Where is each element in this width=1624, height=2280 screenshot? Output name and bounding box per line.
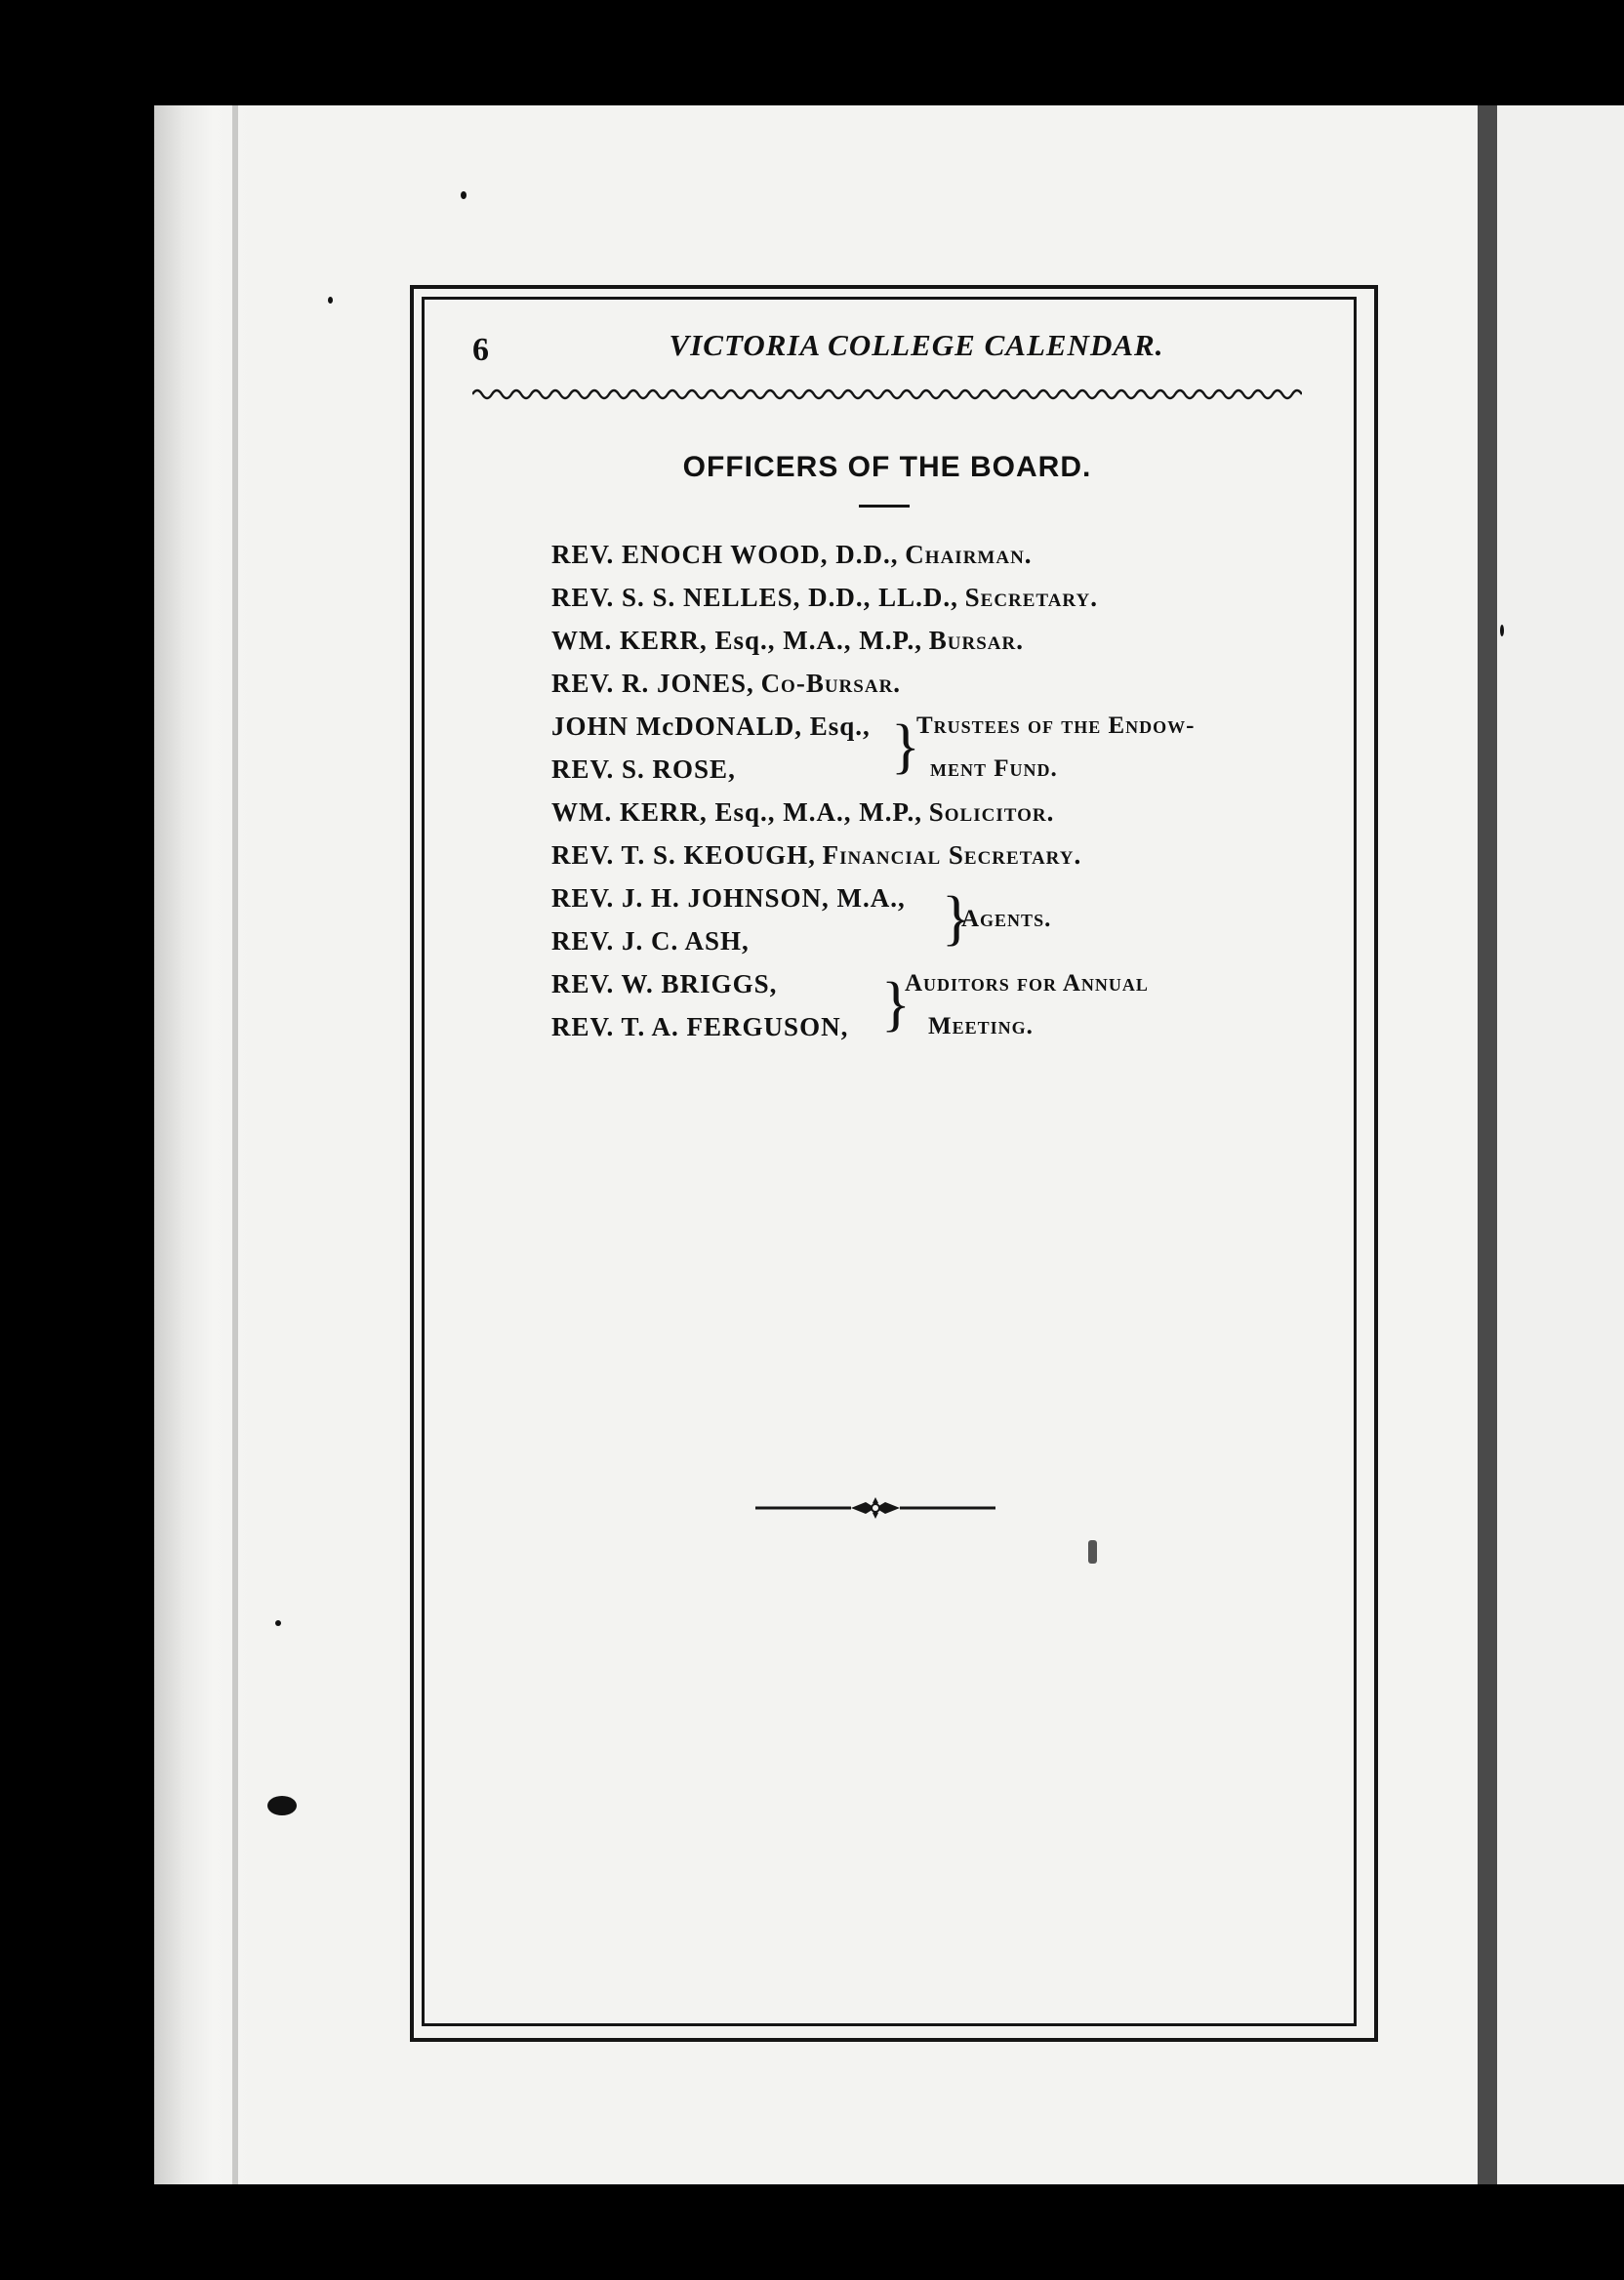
brace-icon: } <box>891 713 920 780</box>
officer-entry <box>551 791 1254 834</box>
agent-name: REV. J. H. JOHNSON, M.A., <box>551 883 906 913</box>
agents-role: Agents. <box>961 906 1052 932</box>
auditors-role: Auditors for Annual <box>905 970 1149 997</box>
officer-name: REV. R. JONES, <box>551 669 754 698</box>
officers-list <box>551 533 1254 1048</box>
officer-role: Bursar. <box>928 626 1024 655</box>
page-edge <box>1478 105 1497 2184</box>
officer-name: REV. T. S. KEOUGH, <box>551 840 816 870</box>
agents-group <box>551 876 1254 962</box>
running-head: VICTORIA COLLEGE CALENDAR. <box>669 328 1164 362</box>
trustees-role: ment Fund. <box>930 755 1058 782</box>
ink-speck <box>461 191 467 199</box>
auditor-name: REV. W. BRIGGS, <box>551 969 778 998</box>
page-header <box>472 328 1302 377</box>
officer-role: Co-Bursar. <box>760 669 902 698</box>
officer-entry <box>551 576 1254 619</box>
officer-name: WM. KERR, Esq., M.A., M.P., <box>551 626 923 655</box>
officer-role: Financial Secretary. <box>822 840 1082 870</box>
officer-entry <box>551 533 1254 576</box>
agent-name: REV. J. C. ASH, <box>551 926 750 956</box>
officer-entry <box>551 834 1254 876</box>
officer-name: REV. S. S. NELLES, D.D., LL.D., <box>551 583 958 612</box>
trustee-name: JOHN McDONALD, Esq., <box>551 712 871 741</box>
brace-icon: } <box>881 971 911 1038</box>
ornament-divider <box>753 1493 997 1523</box>
wavy-rule <box>472 383 1302 406</box>
auditors-group <box>551 962 1254 1048</box>
brace-icon: } <box>942 885 971 952</box>
ink-speck <box>328 297 333 304</box>
facing-page-edge <box>1497 105 1624 2184</box>
ink-speck <box>1500 625 1504 636</box>
gutter-line <box>232 105 238 2184</box>
section-title: OFFICERS OF THE BOARD. <box>682 451 1092 483</box>
trustee-name: REV. S. ROSE, <box>551 754 736 784</box>
ink-blot <box>267 1796 297 1815</box>
auditor-name: REV. T. A. FERGUSON, <box>551 1012 849 1041</box>
trustees-role: Trustees of the Endow- <box>916 712 1196 739</box>
officer-role: Solicitor. <box>928 797 1055 827</box>
trustees-group <box>551 705 1254 791</box>
auditors-role: Meeting. <box>928 1013 1034 1039</box>
ink-speck <box>275 1620 281 1626</box>
ink-mark <box>1088 1540 1097 1564</box>
officer-role: Secretary. <box>964 583 1098 612</box>
officer-entry <box>551 662 1254 705</box>
officer-role: Chairman. <box>905 540 1033 569</box>
title-rule <box>859 505 910 508</box>
page-number: 6 <box>472 332 489 368</box>
officer-name: REV. ENOCH WOOD, D.D., <box>551 540 899 569</box>
officer-entry <box>551 619 1254 662</box>
officer-name: WM. KERR, Esq., M.A., M.P., <box>551 797 923 827</box>
